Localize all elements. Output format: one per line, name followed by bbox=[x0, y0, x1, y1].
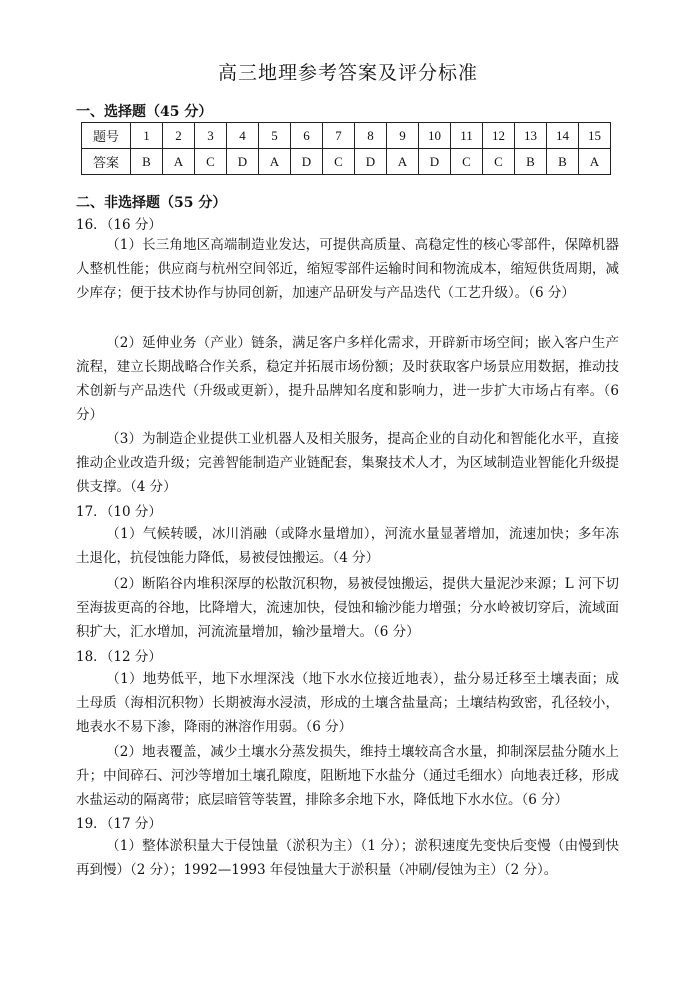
question-number: 2 bbox=[163, 123, 195, 149]
question-number: 9 bbox=[387, 123, 419, 149]
question-number: 8 bbox=[355, 123, 387, 149]
question-number: 7 bbox=[323, 123, 355, 149]
section-choice-title: 一、选择题（45 分） bbox=[76, 104, 213, 120]
question-number: 14 bbox=[547, 123, 579, 149]
q16-part1-text: （1）长三角地区高端制造业发达，可提供高质量、高稳定性的核心零部件，保障机器人整机性能；供应商与杭州空间邻近，缩短零部件运输时间和物流成本，缩短供货周期，减少库存；便于技术协作与协同创新，加速产品研发与产品迭代（工艺升级）。（6 分） bbox=[76, 237, 619, 301]
q17-part2-text: （2）断陷谷内堆积深厚的松散沉积物，易被侵蚀搬运，提供大量泥沙来源；L 河下切至海拔更高的谷地，比降增大，流速加快，侵蚀和输沙能力增强；分水岭被切穿后，流域面积扩大，汇水增加，河流流量增加，输沙量增大。（6 分） bbox=[76, 576, 619, 640]
question-number: 1 bbox=[131, 123, 163, 149]
table-row-numbers bbox=[82, 123, 611, 149]
answer-cell: A bbox=[579, 149, 611, 175]
answer-cell: B bbox=[515, 149, 547, 175]
table-row-answers bbox=[82, 149, 611, 175]
row-label-numbers: 题号 bbox=[82, 123, 131, 149]
answer-table bbox=[81, 122, 611, 175]
answer-cell: B bbox=[131, 149, 163, 175]
answer-cell: D bbox=[291, 149, 323, 175]
answer-cell: C bbox=[451, 149, 483, 175]
q18-header: 18．（12 分） bbox=[76, 649, 162, 665]
answer-cell: A bbox=[163, 149, 195, 175]
q16-header: 16．（16 分） bbox=[76, 217, 162, 233]
q19-header: 19．（17 分） bbox=[76, 816, 162, 832]
question-number: 12 bbox=[483, 123, 515, 149]
answer-cell: C bbox=[483, 149, 515, 175]
q16-part2-text: （2）延伸业务（产业）链条，满足客户多样化需求，开辟新市场空间；嵌入客户生产流程，建立长期战略合作关系，稳定并拓展市场份额；及时获取客户场景应用数据，推动技术创新与产品迭代（升级或更新），提升品牌知名度和影响力，进一步扩大市场占有率。（6 分） bbox=[76, 335, 619, 423]
q16-part3 bbox=[76, 427, 619, 499]
question-number: 11 bbox=[451, 123, 483, 149]
q16-part2 bbox=[76, 331, 619, 427]
question-number: 13 bbox=[515, 123, 547, 149]
page-title: 高三地理参考答案及评分标准 bbox=[217, 62, 478, 84]
q18-part1-text: （1）地势低平，地下水埋深浅（地下水水位接近地表），盐分易迁移至土壤表面；成土母质（海相沉积物）长期被海水浸渍，形成的土壤含盐量高；土壤结构致密，孔径较小，地表水不易下渗，降雨的淋溶作用弱。（6 分） bbox=[76, 671, 619, 735]
question-number: 3 bbox=[195, 123, 227, 149]
q19-part1-text: （1）整体淤积量大于侵蚀量（淤积为主）（1 分）；淤积速度先变快后变慢（由慢到快再到慢）（2 分）；1992—1993 年侵蚀量大于淤积量（冲刷/侵蚀为主）（2 分）。 bbox=[76, 838, 619, 878]
section-nonchoice-title: 二、非选择题（55 分） bbox=[76, 195, 227, 211]
answer-cell: D bbox=[355, 149, 387, 175]
q18-part1 bbox=[76, 667, 619, 739]
answer-cell: C bbox=[195, 149, 227, 175]
answer-cell: B bbox=[547, 149, 579, 175]
question-number: 15 bbox=[579, 123, 611, 149]
answer-cell: A bbox=[259, 149, 291, 175]
question-number: 10 bbox=[419, 123, 451, 149]
q16-part1 bbox=[76, 233, 619, 305]
q18-part2-text: （2）地表覆盖，减少土壤水分蒸发损失，维持土壤较高含水量，抑制深层盐分随水上升；中间碎石、河沙等增加土壤孔隙度，阻断地下水盐分（通过毛细水）向地表迁移，形成水盐运动的隔离带；底层暗管等装置，排除多余地下水，降低地下水水位。（6 分） bbox=[76, 744, 619, 808]
q17-part1 bbox=[76, 522, 619, 570]
answer-cell: C bbox=[323, 149, 355, 175]
answer-cell: D bbox=[227, 149, 259, 175]
answer-cell: A bbox=[387, 149, 419, 175]
q17-part1-text: （1）气候转暖，冰川消融（或降水量增加），河流水量显著增加，流速加快；多年冻土退化，抗侵蚀能力降低，易被侵蚀搬运。（4 分） bbox=[76, 526, 619, 566]
q17-part2 bbox=[76, 572, 619, 644]
answer-cell: D bbox=[419, 149, 451, 175]
row-label-answers: 答案 bbox=[82, 149, 131, 175]
q17-header: 17．（10 分） bbox=[76, 504, 162, 520]
q19-part1 bbox=[76, 834, 619, 882]
q18-part2 bbox=[76, 740, 619, 812]
question-number: 4 bbox=[227, 123, 259, 149]
question-number: 5 bbox=[259, 123, 291, 149]
q16-part3-text: （3）为制造企业提供工业机器人及相关服务，提高企业的自动化和智能化水平，直接推动企业改造升级；完善智能制造产业链配套，集聚技术人才，为区域制造业智能化升级提供支撑。（4 分） bbox=[76, 431, 619, 495]
question-number: 6 bbox=[291, 123, 323, 149]
